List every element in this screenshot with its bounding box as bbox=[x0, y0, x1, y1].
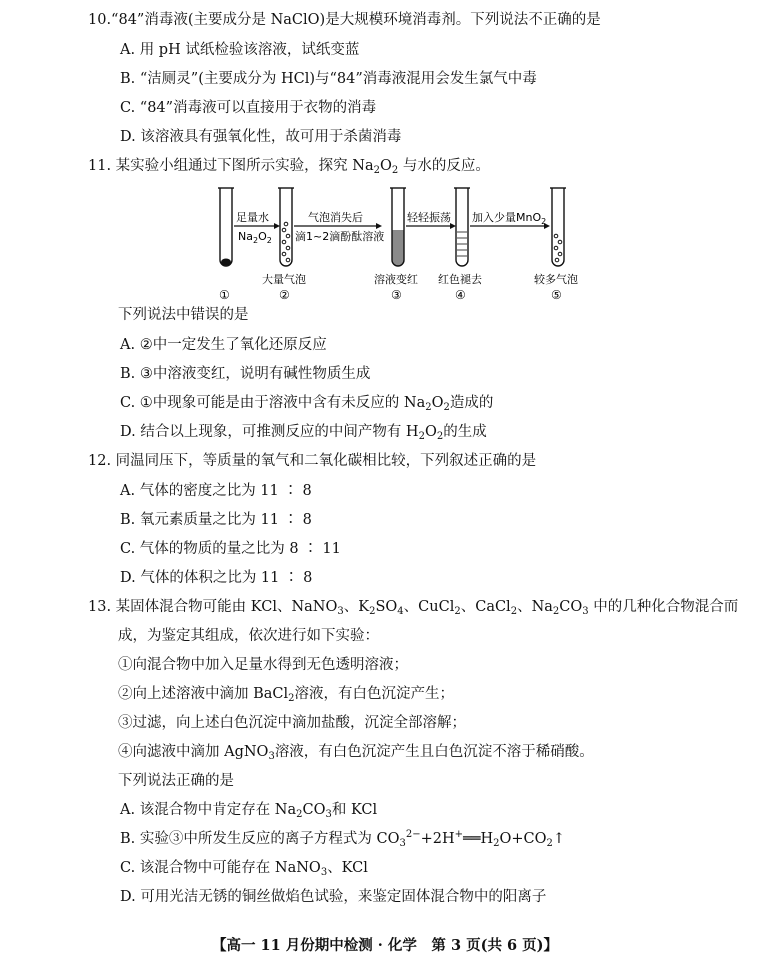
label-2: 大量气泡 bbox=[262, 273, 306, 286]
q13-step-3: ③过滤，向上述白色沉淀中滴加盐酸，沉淀全部溶解； bbox=[118, 715, 466, 731]
svg-text:滴1~2滴酚酞溶液: 滴1~2滴酚酞溶液 bbox=[295, 230, 385, 243]
number-1: ① bbox=[219, 288, 230, 302]
arrow-2 bbox=[294, 210, 384, 243]
page-footer: 【高一 11 月份期中检测 · 化学 第 3 页(共 6 页)】 bbox=[211, 937, 558, 954]
test-tube-4 bbox=[454, 188, 470, 266]
test-tube-1 bbox=[218, 188, 234, 266]
q13-option-a: A. 该混合物中肯定存在 $Na_2CO_3$和 KCl bbox=[120, 802, 378, 820]
arrow-3 bbox=[406, 210, 456, 229]
number-3: ③ bbox=[391, 288, 402, 302]
test-tube-2 bbox=[278, 188, 294, 266]
svg-text:Na2O2: $Na_2O_2$ bbox=[238, 230, 272, 245]
number-5: ⑤ bbox=[551, 288, 562, 302]
label-5: 较多气泡 bbox=[534, 273, 578, 286]
svg-text:轻轻振荡: 轻轻振荡 bbox=[407, 211, 451, 224]
q12-option-a: A. 气体的密度之比为 11 ∶ 8 bbox=[120, 483, 312, 499]
q13-step-1: ①向混合物中加入足量水得到无色透明溶液； bbox=[118, 657, 408, 673]
experiment-diagram bbox=[200, 182, 590, 304]
q12-option-c: C. 气体的物质的量之比为 8 ∶ 11 bbox=[120, 541, 341, 557]
q10-option-b: B. “洁厕灵”(主要成分为 HCl)与“84”消毒液混用会发生氯气中毒 bbox=[120, 71, 537, 87]
test-tube-5 bbox=[550, 188, 566, 266]
number-2: ② bbox=[279, 288, 290, 302]
q13-option-d: D. 可用光洁无锈的铜丝做焰色试验，来鉴定固体混合物中的阳离子 bbox=[120, 889, 547, 905]
q10-option-c: C. “84”消毒液可以直接用于衣物的消毒 bbox=[120, 100, 377, 116]
label-3: 溶液变红 bbox=[374, 273, 418, 286]
q11-option-d: D. 结合以上现象，可推测反应的中间产物有 $H_2O_2$的生成 bbox=[120, 424, 487, 442]
q13-option-b: B. 实验③中所发生反应的离子方程式为 $CO_3^{2-}+2H^+══H_2O+CO_2↑$ bbox=[120, 829, 566, 849]
arrow-4 bbox=[470, 210, 550, 229]
number-4: ④ bbox=[455, 288, 466, 302]
q10-option-d: D. 该溶液具有强氧化性，故可用于杀菌消毒 bbox=[120, 129, 402, 145]
label-4: 红色褪去 bbox=[438, 273, 482, 286]
q10-option-a: A. 用 pH 试纸检验该溶液，试纸变蓝 bbox=[120, 42, 360, 58]
q12-stem: 12. 同温同压下，等质量的氧气和二氧化碳相比较，下列叙述正确的是 bbox=[88, 453, 537, 469]
q12-option-b: B. 氧元素质量之比为 11 ∶ 8 bbox=[120, 512, 312, 528]
q10-stem: 10.“84”消毒液(主要成分是 NaClO)是大规模环境消毒剂。下列说法不正确的是 bbox=[88, 12, 601, 28]
q13-prompt: 下列说法正确的是 bbox=[118, 773, 234, 789]
q13-stem-line1: 13. 某固体混合物可能由 KCl、NaNO$_3$、$K_2SO_4$、CuCl$_2$、CaCl$_2$、$Na_2CO_3$ 中的几种化合物混合而 bbox=[88, 599, 739, 617]
q11-option-c: C. ①中现象可能是由于溶液中含有未反应的 $Na_2O_2$造成的 bbox=[120, 395, 494, 413]
arrow-1 bbox=[234, 210, 280, 245]
q13-stem-line2: 成，为鉴定其组成，依次进行如下实验： bbox=[118, 628, 379, 644]
svg-text:气泡消失后: 气泡消失后 bbox=[308, 211, 363, 224]
q13-step-2: ②向上述溶液中滴加 BaCl$_2$溶液，有白色沉淀产生； bbox=[118, 686, 455, 704]
svg-text:加入少量MnO2: 加入少量MnO$_2$ bbox=[472, 211, 547, 226]
q11-option-a: A. ②中一定发生了氧化还原反应 bbox=[120, 337, 327, 353]
test-tube-3 bbox=[390, 188, 406, 266]
svg-text:足量水: 足量水 bbox=[236, 211, 269, 224]
q11-stem: 11. 某实验小组通过下图所示实验，探究 $Na_2O_2$ 与水的反应。 bbox=[88, 158, 490, 176]
q11-option-b: B. ③中溶液变红，说明有碱性物质生成 bbox=[120, 366, 371, 382]
q11-prompt: 下列说法中错误的是 bbox=[118, 307, 249, 323]
q13-step-4: ④向滤液中滴加 AgNO$_3$溶液，有白色沉淀产生且白色沉淀不溶于稀硝酸。 bbox=[118, 744, 594, 762]
q13-option-c: C. 该混合物中可能存在 NaNO$_3$、KCl bbox=[120, 860, 368, 878]
q12-option-d: D. 气体的体积之比为 11 ∶ 8 bbox=[120, 570, 313, 586]
